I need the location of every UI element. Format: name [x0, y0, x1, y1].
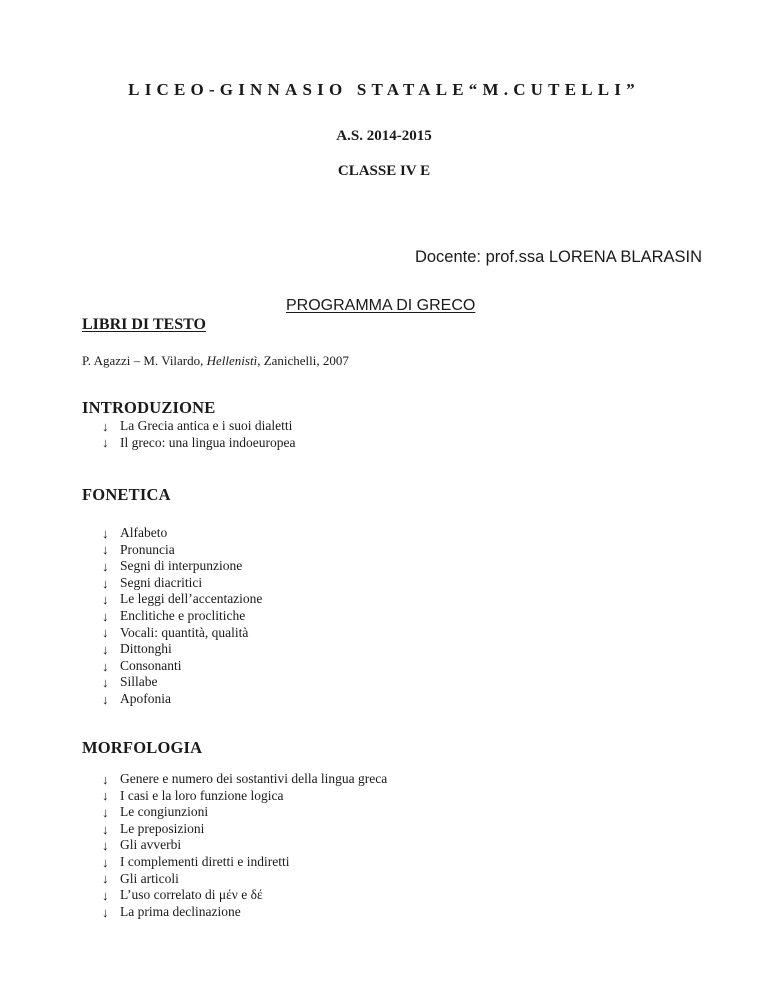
- down-arrow-icon: ↓: [102, 658, 109, 674]
- list-item: ↓ Sillabe: [102, 674, 158, 691]
- list-item: ↓ Le preposizioni: [102, 820, 205, 837]
- textbook-title: Hellenistì: [206, 353, 258, 368]
- down-arrow-icon: ↓: [102, 804, 109, 820]
- down-arrow-icon: ↓: [102, 592, 109, 608]
- down-arrow-icon: ↓: [102, 788, 109, 804]
- down-arrow-icon: ↓: [102, 641, 109, 657]
- down-arrow-icon: ↓: [102, 675, 109, 691]
- list-item: ↓ I complementi diretti e indiretti: [102, 853, 290, 870]
- down-arrow-icon: ↓: [102, 608, 109, 624]
- program-title: PROGRAMMA DI GRECO: [286, 297, 476, 314]
- list-item: ↓ I casi e la loro funzione logica: [102, 787, 284, 804]
- textbook-authors: P. Agazzi – M. Vilardo,: [82, 353, 207, 368]
- list-item: ↓ Le congiunzioni: [102, 804, 209, 820]
- list-item: ↓ Il greco: una lingua indoeuropea: [102, 434, 296, 451]
- list-item: ↓ La Grecia antica e i suoi dialetti: [102, 418, 293, 434]
- textbook-entry: [82, 353, 349, 369]
- teacher-line: Docente: prof.ssa LORENA BLARASIN: [414, 248, 702, 266]
- list-item: ↓ Dittonghi: [102, 641, 172, 657]
- down-arrow-icon: ↓: [102, 418, 109, 434]
- school-year: A.S. 2014-2015: [336, 128, 432, 144]
- class-name: CLASSE IV E: [337, 163, 431, 179]
- down-arrow-icon: ↓: [102, 558, 109, 574]
- list-item: ↓ Gli articoli: [102, 870, 179, 887]
- list-item: ↓ Pronuncia: [102, 541, 175, 558]
- section-list-introduzione: [102, 418, 295, 451]
- school-name: LICEO-GINNASIO STATALE“M.CUTELLI”: [128, 80, 640, 99]
- section-list-fonetica: [102, 525, 262, 708]
- down-arrow-icon: ↓: [102, 821, 109, 837]
- down-arrow-icon: ↓: [102, 838, 109, 854]
- down-arrow-icon: ↓: [102, 871, 109, 887]
- textbook-publisher: , Zanichelli, 2007: [257, 353, 349, 368]
- section-list-morfologia: [102, 771, 387, 920]
- down-arrow-icon: ↓: [102, 575, 109, 591]
- list-item: ↓ Consonanti: [102, 657, 182, 674]
- list-item: ↓ L’uso correlato di μέν e δέ: [102, 887, 263, 903]
- down-arrow-icon: ↓: [102, 525, 109, 541]
- list-item: ↓ Apofonia: [102, 690, 171, 707]
- down-arrow-icon: ↓: [102, 435, 109, 451]
- down-arrow-icon: ↓: [102, 691, 109, 707]
- list-item: ↓ Alfabeto: [102, 525, 168, 541]
- section-title-fonetica: FONETICA: [82, 485, 171, 504]
- down-arrow-icon: ↓: [102, 542, 109, 558]
- list-item: ↓ Segni di interpunzione: [102, 558, 243, 574]
- list-item: ↓ Gli avverbi: [102, 837, 182, 854]
- down-arrow-icon: ↓: [102, 854, 109, 870]
- textbooks-heading: LIBRI DI TESTO: [82, 316, 206, 333]
- down-arrow-icon: ↓: [102, 625, 109, 641]
- list-item: ↓ La prima declinazione: [102, 903, 241, 920]
- list-item: ↓ Le leggi dell’accentazione: [102, 591, 263, 608]
- list-item: ↓ Enclitiche e proclitiche: [102, 607, 246, 624]
- down-arrow-icon: ↓: [102, 904, 109, 920]
- list-item: ↓ Vocali: quantità, qualità: [102, 624, 249, 641]
- section-title-morfologia: MORFOLOGIA: [82, 738, 203, 757]
- down-arrow-icon: ↓: [102, 771, 109, 787]
- down-arrow-icon: ↓: [102, 887, 109, 903]
- section-title-introduzione: INTRODUZIONE: [82, 398, 216, 417]
- list-item: ↓ Segni diacritici: [102, 574, 203, 591]
- list-item: ↓ Genere e numero dei sostantivi della lingua greca: [102, 771, 388, 787]
